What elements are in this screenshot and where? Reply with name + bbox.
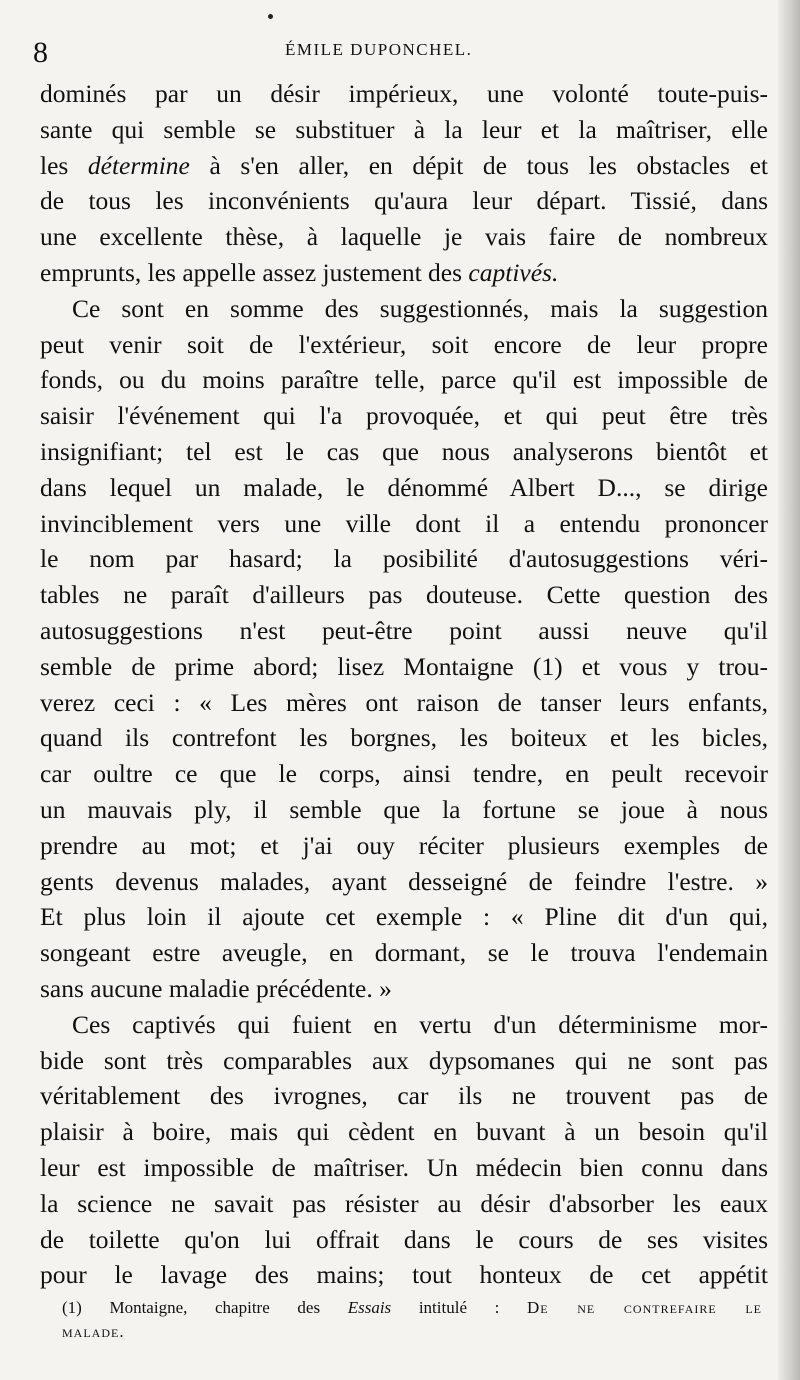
text-line: emprunts, les appelle assez justement des captivés. <box>40 257 559 287</box>
text-line: saisir l'événement qui l'a provoquée, et qui peut être très <box>40 401 768 431</box>
body-text <box>40 76 768 1293</box>
text-line: insignifiant; tel est le cas que nous analyserons bientôt et <box>40 436 768 466</box>
text-line: un mauvais ply, il semble que la fortune se joue à nous <box>40 794 768 824</box>
text-line: la science ne savait pas résister au désir d'absorber les eaux <box>40 1188 768 1218</box>
text-line: fonds, ou du moins paraître telle, parce qu'il est impossible de <box>40 365 768 395</box>
text-line: car oultre ce que le corps, ainsi tendre, en peult recevoir <box>40 759 768 789</box>
text-line: autosuggestions n'est peut-être point aussi neuve qu'il <box>40 615 768 645</box>
text-line: sante qui semble se substituer à la leur et la maîtriser, elle <box>40 114 768 144</box>
text-line: le nom par hasard; la posibilité d'autosuggestions véri- <box>40 544 768 574</box>
text-line: bide sont très comparables aux dypsomanes qui ne sont pas <box>40 1045 768 1075</box>
footnote <box>62 1296 762 1344</box>
text-line: dans lequel un malade, le dénommé Albert D..., se dirige <box>40 472 768 502</box>
page-edge-shadow <box>778 0 800 1380</box>
text-line: dominés par un désir impérieux, une volonté toute-puis- <box>40 79 768 108</box>
footnote-line: (1) Montaigne, chapitre des Essais intitulé : De ne contrefaire le <box>62 1298 762 1317</box>
text-line: les détermine à s'en aller, en dépit de tous les obstacles et <box>40 150 769 180</box>
text-line: peut venir soit de l'extérieur, soit encore de leur propre <box>40 329 768 359</box>
text-line: Ces captivés qui fuient en vertu d'un déterminisme mor- <box>72 1009 768 1039</box>
text-line: de toilette qu'on lui offrait dans le cours de ses visites <box>40 1224 768 1254</box>
text-line: véritablement des ivrognes, car ils ne trouvent pas de <box>40 1081 768 1111</box>
running-head: ÉMILE DUPONCHEL. <box>285 40 473 59</box>
text-line: quand ils contrefont les borgnes, les boiteux et les bicles, <box>40 723 768 753</box>
text-line: de tous les inconvénients qu'aura leur départ. Tissié, dans <box>40 186 768 216</box>
text-line: sans aucune maladie précédente. » <box>40 973 392 1003</box>
small-caps-title: De ne contrefaire le <box>527 1298 762 1317</box>
text-line: Et plus loin il ajoute cet exemple : « Pline dit d'un qui, <box>40 902 768 932</box>
italic-word: détermine <box>87 150 190 180</box>
text-line: plaisir à boire, mais qui cèdent en buvant à un besoin qu'il <box>40 1117 768 1147</box>
italic-word: captivés. <box>468 257 559 287</box>
italic-word: Essais <box>347 1298 392 1317</box>
text-line: songeant estre aveugle, en dormant, se le trouva l'endemain <box>40 938 768 968</box>
text-line: prendre au mot; et j'ai ouy réciter plusieurs exemples de <box>40 830 768 860</box>
text-line: invinciblement vers une ville dont il a entendu prononcer <box>40 508 768 538</box>
text-line: tables ne paraît d'ailleurs pas douteuse. Cette question des <box>40 580 768 610</box>
ink-dot <box>268 14 273 19</box>
text-line: leur est impossible de maîtriser. Un médecin bien connu dans <box>40 1152 768 1182</box>
page-number: 8 <box>33 36 48 69</box>
text-line: Ce sont en somme des suggestionnés, mais la suggestion <box>72 293 768 323</box>
footnote-line: malade. <box>62 1322 125 1341</box>
text-line: gents devenus malades, ayant desseigné de feindre l'estre. » <box>40 866 768 896</box>
text-line: verez ceci : « Les mères ont raison de tanser leurs enfants, <box>40 687 768 717</box>
text-line: une excellente thèse, à laquelle je vais faire de nombreux <box>40 222 768 252</box>
text-line: pour le lavage des mains; tout honteux de cet appétit <box>40 1260 768 1290</box>
text-line: semble de prime abord; lisez Montaigne (1) et vous y trou- <box>40 651 768 681</box>
